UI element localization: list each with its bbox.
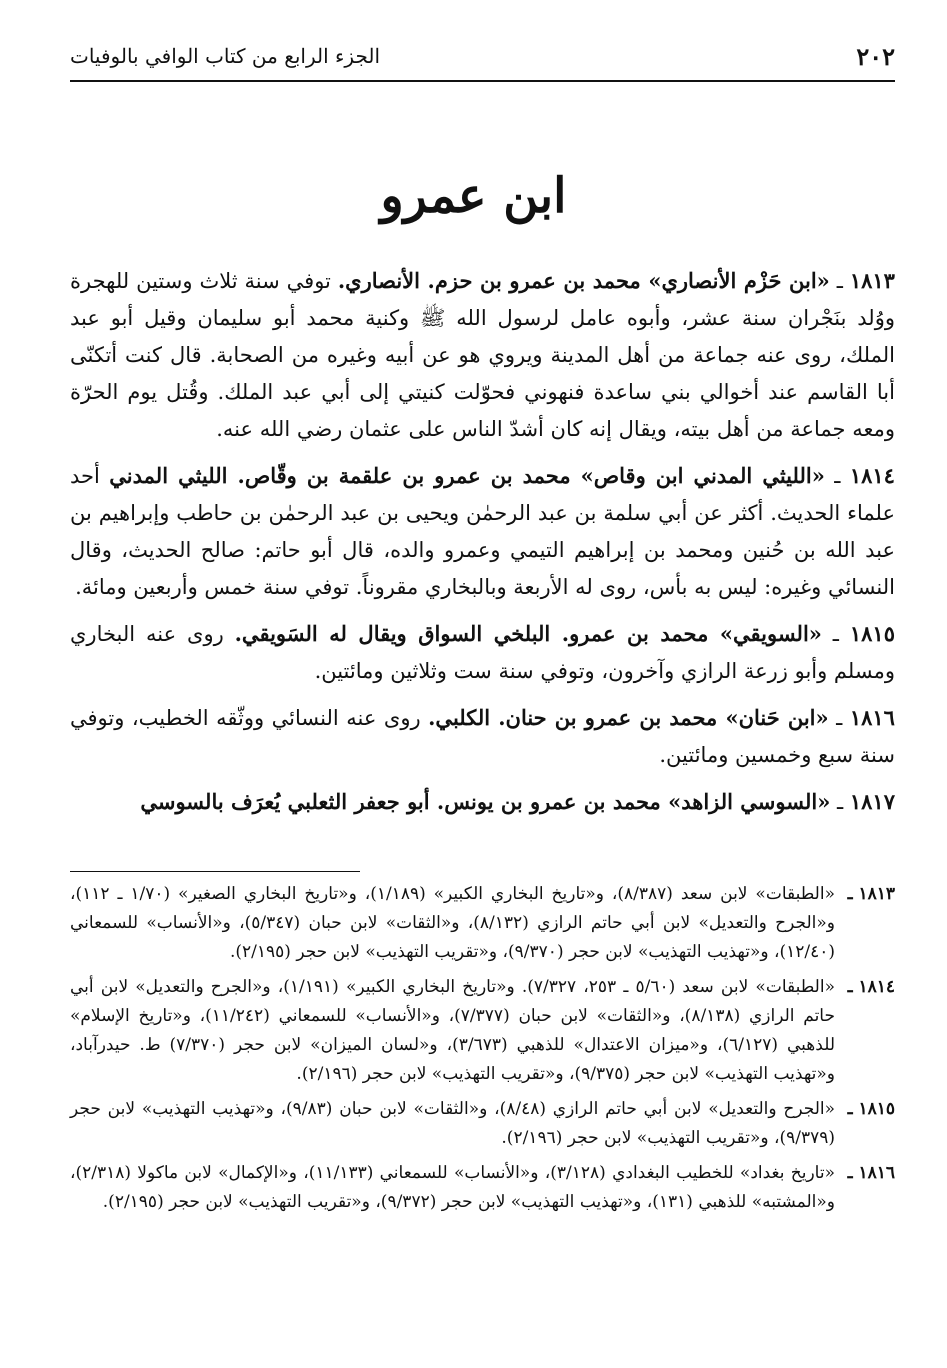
running-title: الجزء الرابع من كتاب الوافي بالوفيات <box>70 44 381 68</box>
footnotes <box>70 880 895 1223</box>
page-header <box>70 36 895 82</box>
entry-1813: ١٨١٣ ـ «ابن حَزْم الأنصاري» محمد بن عمرو بن حزم. الأنصاري. توفي سنة ثلاث وستين للهجرة ووُلد بنَجْران سنة عشر، وأبوه عامل لرسول الله ﷺ وكنية محمد أبو سليمان وقيل أبو عبد الملك، روى عنه جماعة من أهل المدينة ويروي هو عن أبيه وغيره من الصحابة. قال كنت أتكنّى أبا القاسم عند أخوالي بني ساعدة فنهوني فحوّلت كنيتي إلى أبي عبد الملك. وقُتل يوم الحرّة ومعه جماعة من أهل بيته، ويقال إنه كان أشدّ الناس على عثمان رضي الله عنه. <box>70 268 895 441</box>
footnote-text: «تاريخ بغداد» للخطيب البغدادي (٣/١٢٨)، و«الأنساب» للسمعاني (١١/١٣٣)، و«الإكمال» لابن ماكولا (٢/٣١٨)، و«المشتبه» للذهبي (١٣١)، و«تهذيب التهذيب» لابن حجر (٩/٣٧٢)، و«تقريب التهذيب» لابن حجر (٢/١٩٥). <box>70 1163 835 1212</box>
section-title: ابن عمرو <box>380 168 567 224</box>
footnote-number: ١٨١٦ ـ <box>847 1163 895 1183</box>
footnote-text: «الطبقات» لابن سعد (٥/٦٠ ـ ٢٥٣، ٧/٣٢٧). و«تاريخ البخاري الكبير» (١/١٩١)، و«الجرح والتعديل» لابن أبي حاتم الرازي (٨/١٣٨)، و«الثقات» لابن حبان (٧/٣٧٧)، و«الأنساب» للسمعاني (١١/٢٤٢)، و«تاريخ الإسلام» للذهبي (٦/١٢٧)، و«ميزان الاعتدال» للذهبي (٣/٦٧٣)، و«لسان الميزان» لابن حجر (٧/٣٧٠) ط. حيدرآباد، و«تهذيب التهذيب» لابن حجر (٩/٣٧٥)، و«تقريب التهذيب» لابن حجر (٢/١٩٦). <box>70 977 836 1084</box>
entry-heading: «السوسي الزاهد» محمد بن عمرو بن يونس. أبو جعفر الثعلبي يُعرَف بالسوسي <box>140 789 831 814</box>
footnote-number: ١٨١٤ ـ <box>847 977 895 997</box>
entry-number: ١٨١٣ <box>849 268 895 293</box>
footnote-1816 <box>70 1159 895 1217</box>
page-number: ٢٠٢ <box>856 41 895 71</box>
entry-number: ١٨١٤ <box>849 463 895 488</box>
entry-heading: «ابن حَنان» محمد بن عمرو بن حنان. الكلبي. <box>428 705 829 730</box>
footnote-text: «الطبقات» لابن سعد (٨/٣٨٧)، و«تاريخ البخاري الكبير» (١/١٨٩)، و«تاريخ البخاري الصغير» (١/٧٠ ـ ١١٢)، و«الجرح والتعديل» لابن أبي حاتم الرازي (٨/١٣٢)، و«الثقات» لابن حبان (٥/٣٤٧)، و«الأنساب» للسمعاني (١٢/٤٠)، و«تهذيب التهذيب» لابن حجر (٩/٣٧٠)، و«تقريب التهذيب» لابن حجر (٢/١٩٥). <box>70 884 835 962</box>
main-text <box>70 262 895 830</box>
entry-1817: ١٨١٧ ـ «السوسي الزاهد» محمد بن عمرو بن يونس. أبو جعفر الثعلبي يُعرَف بالسوسي <box>140 789 895 814</box>
entry-number: ١٨١٦ <box>849 705 895 730</box>
entry-body: أحد علماء الحديث. أكثر عن أبي سلمة بن عبد الرحمٰن ويحيى بن عبد الرحمٰن بن حاطب وإبراهيم بن عبد الله بن حُنين ومحمد بن إبراهيم التيمي وعمرو والده، قال أبو حاتم: صالح الحديث، وقال النسائي وغيره: ليس به بأس، روى له الأربعة وبالبخاري مقروناً. توفي سنة خمس وأربعين ومائة. <box>70 464 895 599</box>
footnote-number: ١٨١٥ ـ <box>847 1099 895 1119</box>
entry-number: ١٨١٧ <box>849 789 895 814</box>
footnote-number: ١٨١٣ ـ <box>847 884 895 904</box>
footnote-text: «الجرح والتعديل» لابن أبي حاتم الرازي (٨/٤٨)، و«الثقات» لابن حبان (٩/٨٣)، و«تهذيب التهذيب» لابن حجر (٩/٣٧٩)، و«تقريب التهذيب» لابن حجر (٢/١٩٦). <box>70 1099 836 1148</box>
entry-body: توفي سنة ثلاث وستين للهجرة ووُلد بنَجْران سنة عشر، وأبوه عامل لرسول الله ﷺ وكنية محمد أبو سليمان وقيل أبو عبد الملك، روى عنه جماعة من أهل المدينة ويروي هو عن أبيه وغيره من الصحابة. قال كنت أتكنّى أبا القاسم عند أخوالي بني ساعدة فنهوني فحوّلت كنيتي إلى أبي عبد الملك. وقُتل يوم الحرّة ومعه جماعة من أهل بيته، ويقال إنه كان أشدّ الناس على عثمان رضي الله عنه. <box>70 269 895 441</box>
entry-body: روى عنه النسائي ووثّقه الخطيب، وتوفي سنة سبع وخمسين ومائتين. <box>70 706 895 767</box>
entry-number: ١٨١٥ <box>849 621 895 646</box>
footnote-1813 <box>70 880 895 967</box>
entry-1815: ١٨١٥ ـ «السويقي» محمد بن عمرو. البلخي السواق ويقال له السَويقي. روى عنه البخاري ومسلم وأبو زرعة الرازي وآخرون، وتوفي سنة ست وثلاثين ومائتين. <box>70 621 895 683</box>
entry-body: روى عنه البخاري ومسلم وأبو زرعة الرازي وآخرون، وتوفي سنة ست وثلاثين ومائتين. <box>70 622 895 683</box>
footnote-1815 <box>70 1095 895 1153</box>
entry-1814: ١٨١٤ ـ «الليثي المدني ابن وقاص» محمد بن عمرو بن علقمة بن وقّاص. الليثي المدني أحد علماء الحديث. أكثر عن أبي سلمة بن عبد الرحمٰن ويحيى بن عبد الرحمٰن بن حاطب وإبراهيم بن عبد الله بن حُنين ومحمد بن إبراهيم التيمي وعمرو والده، قال أبو حاتم: صالح الحديث، وقال النسائي وغيره: ليس به بأس، روى له الأربعة وبالبخاري مقروناً. توفي سنة خمس وأربعين ومائة. <box>70 463 895 599</box>
entry-heading: «السويقي» محمد بن عمرو. البلخي السواق ويقال له السَويقي. <box>234 621 822 646</box>
footnote-1814 <box>70 973 895 1089</box>
entry-heading: «الليثي المدني ابن وقاص» محمد بن عمرو بن علقمة بن وقّاص. الليثي المدني <box>109 463 825 488</box>
entry-1816: ١٨١٦ ـ «ابن حَنان» محمد بن عمرو بن حنان. الكلبي. روى عنه النسائي ووثّقه الخطيب، وتوفي سنة سبع وخمسين ومائتين. <box>70 705 895 767</box>
entry-heading: «ابن حَزْم الأنصاري» محمد بن عمرو بن حزم. الأنصاري. <box>337 268 830 293</box>
footnote-divider <box>70 871 360 872</box>
